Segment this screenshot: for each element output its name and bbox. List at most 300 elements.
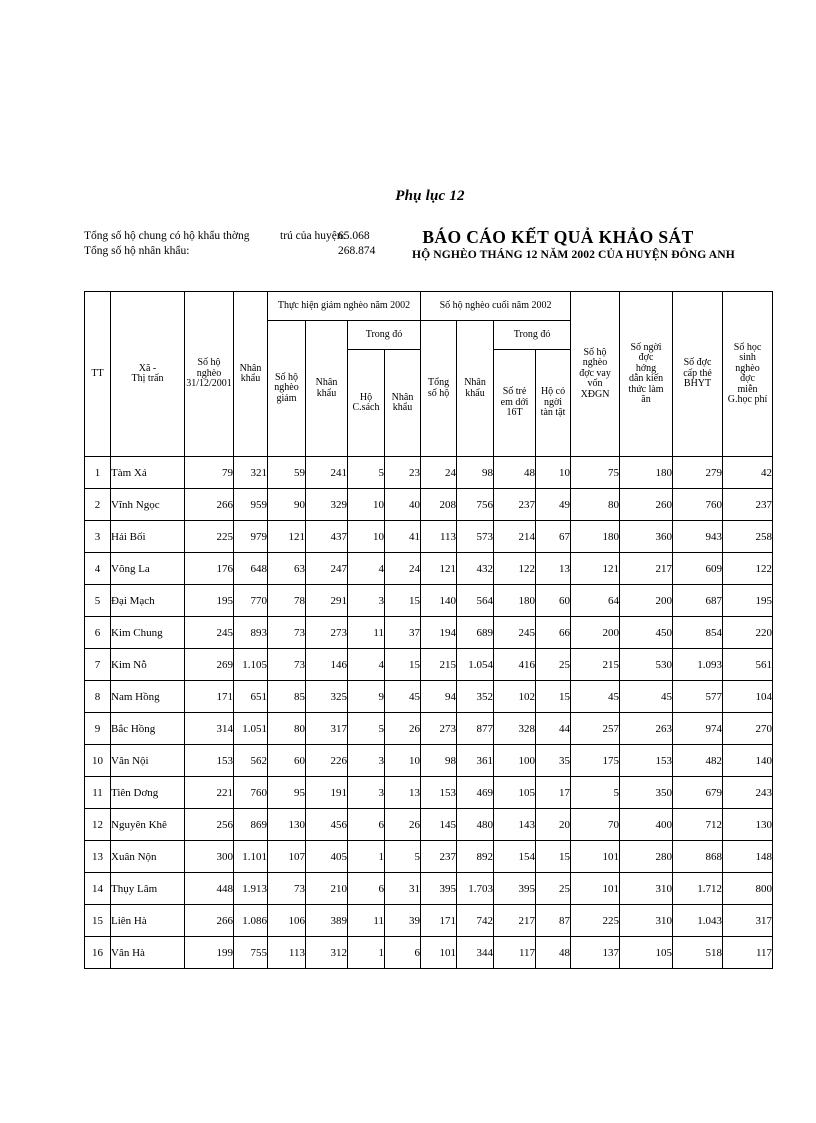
row-commune: Nguyên Khê xyxy=(111,809,185,841)
row-policy-population: 31 xyxy=(385,873,421,905)
header-loan-line4: vốn xyxy=(587,378,603,390)
table-row xyxy=(85,457,773,489)
row-population-2001: 321 xyxy=(234,457,268,489)
report-title xyxy=(412,227,735,261)
row-total-households: 24 xyxy=(421,457,457,489)
row-training-guidance: 450 xyxy=(620,617,673,649)
row-children-under-16: 100 xyxy=(494,745,536,777)
row-total-households: 215 xyxy=(421,649,457,681)
row-households-reduced: 113 xyxy=(268,937,306,969)
row-children-under-16: 122 xyxy=(494,553,536,585)
row-households-reduced: 106 xyxy=(268,905,306,937)
row-households-reduced: 60 xyxy=(268,745,306,777)
table-row xyxy=(85,841,773,873)
row-student-fee-exemption: 117 xyxy=(723,937,773,969)
row-population-reduced: 241 xyxy=(306,457,348,489)
report-title-line-1: BÁO CÁO KẾT QUẢ KHẢO SÁT xyxy=(422,227,694,247)
header-student-line5: miễn xyxy=(737,383,758,395)
header-th-line2: số hộ xyxy=(427,387,450,399)
row-population-reduced: 389 xyxy=(306,905,348,937)
header-training-line6: ăn xyxy=(641,394,651,405)
row-population-2001: 760 xyxy=(234,777,268,809)
row-training-guidance: 260 xyxy=(620,489,673,521)
row-training-guidance: 360 xyxy=(620,521,673,553)
row-poor-households-2001: 256 xyxy=(185,809,234,841)
row-policy-population: 6 xyxy=(385,937,421,969)
row-index: 9 xyxy=(85,713,111,745)
header-loan-line3: đợc vay xyxy=(579,367,611,379)
header-poor-households-2001 xyxy=(185,292,234,457)
header-disabled-households xyxy=(536,350,571,457)
header-bhyt-line2: cấp thẻ xyxy=(683,367,712,379)
table-row xyxy=(85,937,773,969)
row-loan-xdgn: 225 xyxy=(571,905,620,937)
row-policy-population: 10 xyxy=(385,745,421,777)
row-poor-households-2001: 199 xyxy=(185,937,234,969)
row-policy-households: 6 xyxy=(348,809,385,841)
row-population-endyear: 480 xyxy=(457,809,494,841)
row-population-2001: 1.051 xyxy=(234,713,268,745)
row-policy-households: 4 xyxy=(348,553,385,585)
header-student-line4: đợc xyxy=(740,373,755,384)
row-bhyt-card: 712 xyxy=(673,809,723,841)
row-commune: Kim Chung xyxy=(111,617,185,649)
row-index: 7 xyxy=(85,649,111,681)
header-population-reduced xyxy=(306,321,348,457)
row-disabled-households: 35 xyxy=(536,745,571,777)
row-total-households: 208 xyxy=(421,489,457,521)
summary-row xyxy=(84,229,429,244)
row-total-households: 237 xyxy=(421,841,457,873)
row-total-households: 194 xyxy=(421,617,457,649)
table-row xyxy=(85,489,773,521)
row-disabled-households: 44 xyxy=(536,713,571,745)
row-training-guidance: 263 xyxy=(620,713,673,745)
row-poor-households-2001: 153 xyxy=(185,745,234,777)
row-poor-households-2001: 195 xyxy=(185,585,234,617)
row-children-under-16: 245 xyxy=(494,617,536,649)
header-policy-households xyxy=(348,350,385,457)
row-index: 14 xyxy=(85,873,111,905)
row-households-reduced: 95 xyxy=(268,777,306,809)
row-households-reduced: 107 xyxy=(268,841,306,873)
row-commune: Thụy Lâm xyxy=(111,873,185,905)
row-poor-households-2001: 171 xyxy=(185,681,234,713)
row-total-households: 395 xyxy=(421,873,457,905)
row-households-reduced: 78 xyxy=(268,585,306,617)
row-student-fee-exemption: 195 xyxy=(723,585,773,617)
summary-label-cont: trú của huyện: xyxy=(280,230,346,242)
row-policy-households: 1 xyxy=(348,841,385,873)
header-policypop-line2: khẩu xyxy=(392,402,413,413)
row-policy-households: 4 xyxy=(348,649,385,681)
row-index: 4 xyxy=(85,553,111,585)
row-households-reduced: 63 xyxy=(268,553,306,585)
row-bhyt-card: 1.043 xyxy=(673,905,723,937)
row-loan-xdgn: 64 xyxy=(571,585,620,617)
header-loan-line1: Số hộ xyxy=(583,346,607,358)
header-pop2001-line1: Nhân xyxy=(239,362,262,374)
row-bhyt-card: 518 xyxy=(673,937,723,969)
header-hr-line1: Số hộ xyxy=(274,371,299,383)
row-commune: Kim Nỗ xyxy=(111,649,185,681)
row-population-2001: 755 xyxy=(234,937,268,969)
header-trong-do-endyear: Trong đó xyxy=(494,321,571,350)
row-population-endyear: 469 xyxy=(457,777,494,809)
row-poor-households-2001: 266 xyxy=(185,489,234,521)
row-bhyt-card: 279 xyxy=(673,457,723,489)
row-population-2001: 770 xyxy=(234,585,268,617)
header-bhyt-line3: BHYT xyxy=(683,378,712,390)
row-bhyt-card: 868 xyxy=(673,841,723,873)
header-hr-line2: nghèo xyxy=(274,382,299,394)
row-training-guidance: 350 xyxy=(620,777,673,809)
summary-value: 65.068 xyxy=(338,230,370,242)
row-training-guidance: 200 xyxy=(620,585,673,617)
header-ph2001-line2: nghèo xyxy=(196,367,222,379)
row-children-under-16: 395 xyxy=(494,873,536,905)
report-table-container xyxy=(84,291,773,969)
row-population-endyear: 573 xyxy=(457,521,494,553)
row-total-households: 171 xyxy=(421,905,457,937)
header-student-line2: sinh xyxy=(739,352,756,363)
header-training-line1: Số ngời xyxy=(630,341,662,353)
row-loan-xdgn: 121 xyxy=(571,553,620,585)
row-population-reduced: 226 xyxy=(306,745,348,777)
row-bhyt-card: 760 xyxy=(673,489,723,521)
header-loan-line2: nghèo xyxy=(582,357,608,369)
row-population-2001: 648 xyxy=(234,553,268,585)
header-ph2001-line1: Số hộ xyxy=(197,357,221,369)
row-disabled-households: 15 xyxy=(536,681,571,713)
row-children-under-16: 102 xyxy=(494,681,536,713)
summary-totals xyxy=(84,229,429,259)
header-policy-line2: C.sách xyxy=(352,402,380,413)
row-population-reduced: 247 xyxy=(306,553,348,585)
row-bhyt-card: 1.712 xyxy=(673,873,723,905)
header-training-line2: đợc xyxy=(638,352,654,363)
appendix-label-text: Phụ lục 12 xyxy=(395,188,465,204)
row-total-households: 98 xyxy=(421,745,457,777)
row-disabled-households: 25 xyxy=(536,649,571,681)
table-row xyxy=(85,777,773,809)
row-population-endyear: 564 xyxy=(457,585,494,617)
row-commune: Hải Bối xyxy=(111,521,185,553)
row-poor-households-2001: 225 xyxy=(185,521,234,553)
header-pop2001-line2: khẩu xyxy=(240,373,261,384)
table-row xyxy=(85,681,773,713)
row-population-2001: 651 xyxy=(234,681,268,713)
row-households-reduced: 73 xyxy=(268,617,306,649)
table-body xyxy=(85,457,773,969)
row-population-2001: 1.086 xyxy=(234,905,268,937)
row-index: 13 xyxy=(85,841,111,873)
header-pr-line1: Nhân xyxy=(315,377,338,388)
header-student-line1: Số học xyxy=(733,341,762,353)
row-disabled-households: 87 xyxy=(536,905,571,937)
row-population-reduced: 325 xyxy=(306,681,348,713)
row-student-fee-exemption: 317 xyxy=(723,905,773,937)
row-training-guidance: 530 xyxy=(620,649,673,681)
row-student-fee-exemption: 270 xyxy=(723,713,773,745)
row-student-fee-exemption: 237 xyxy=(723,489,773,521)
row-total-households: 273 xyxy=(421,713,457,745)
row-policy-population: 26 xyxy=(385,713,421,745)
appendix-label xyxy=(0,188,816,205)
row-loan-xdgn: 137 xyxy=(571,937,620,969)
row-policy-population: 26 xyxy=(385,809,421,841)
row-policy-households: 1 xyxy=(348,937,385,969)
row-children-under-16: 214 xyxy=(494,521,536,553)
row-commune: Vĩnh Ngọc xyxy=(111,489,185,521)
row-population-reduced: 273 xyxy=(306,617,348,649)
row-population-endyear: 689 xyxy=(457,617,494,649)
header-training-guidance xyxy=(620,292,673,457)
header-tt: TT xyxy=(85,292,111,457)
summary-label: Tổng số hộ nhân khẩu: xyxy=(84,245,190,257)
row-total-households: 140 xyxy=(421,585,457,617)
row-total-households: 121 xyxy=(421,553,457,585)
row-policy-households: 5 xyxy=(348,713,385,745)
poverty-survey-table xyxy=(84,291,773,969)
row-loan-xdgn: 70 xyxy=(571,809,620,841)
row-children-under-16: 416 xyxy=(494,649,536,681)
header-children-line2: em dới xyxy=(500,396,529,408)
row-population-reduced: 456 xyxy=(306,809,348,841)
row-training-guidance: 153 xyxy=(620,745,673,777)
row-training-guidance: 280 xyxy=(620,841,673,873)
row-population-reduced: 317 xyxy=(306,713,348,745)
header-households-reduced xyxy=(268,321,306,457)
row-loan-xdgn: 101 xyxy=(571,841,620,873)
row-index: 12 xyxy=(85,809,111,841)
row-policy-households: 5 xyxy=(348,457,385,489)
header-population-endyear xyxy=(457,321,494,457)
row-loan-xdgn: 45 xyxy=(571,681,620,713)
header-commune xyxy=(111,292,185,457)
row-disabled-households: 17 xyxy=(536,777,571,809)
row-poor-households-2001: 314 xyxy=(185,713,234,745)
header-disabled-line2: ngời xyxy=(543,396,563,408)
header-commune-line2: Thị trấn xyxy=(131,373,164,384)
row-bhyt-card: 577 xyxy=(673,681,723,713)
row-index: 11 xyxy=(85,777,111,809)
row-population-endyear: 756 xyxy=(457,489,494,521)
table-row xyxy=(85,585,773,617)
row-total-households: 145 xyxy=(421,809,457,841)
row-policy-households: 3 xyxy=(348,777,385,809)
row-population-endyear: 1.054 xyxy=(457,649,494,681)
row-policy-population: 39 xyxy=(385,905,421,937)
row-commune: Nam Hồng xyxy=(111,681,185,713)
row-loan-xdgn: 175 xyxy=(571,745,620,777)
row-population-2001: 1.913 xyxy=(234,873,268,905)
row-commune: Tàm Xá xyxy=(111,457,185,489)
row-total-households: 113 xyxy=(421,521,457,553)
row-policy-households: 10 xyxy=(348,521,385,553)
row-population-endyear: 432 xyxy=(457,553,494,585)
row-population-2001: 1.101 xyxy=(234,841,268,873)
row-commune: Đại Mạch xyxy=(111,585,185,617)
header-hr-line3: giảm xyxy=(276,392,297,404)
row-index: 10 xyxy=(85,745,111,777)
header-bhyt-card xyxy=(673,292,723,457)
row-student-fee-exemption: 122 xyxy=(723,553,773,585)
header-training-line5: thức làm xyxy=(628,383,664,395)
row-training-guidance: 310 xyxy=(620,873,673,905)
header-pe-line1: Nhân xyxy=(464,377,486,388)
table-row xyxy=(85,905,773,937)
header-th-line1: Tổng xyxy=(427,377,450,388)
row-population-2001: 959 xyxy=(234,489,268,521)
row-policy-households: 11 xyxy=(348,905,385,937)
row-poor-households-2001: 266 xyxy=(185,905,234,937)
header-trong-do-reduction: Trong đó xyxy=(348,321,421,350)
row-commune: Bắc Hồng xyxy=(111,713,185,745)
row-bhyt-card: 687 xyxy=(673,585,723,617)
row-total-households: 153 xyxy=(421,777,457,809)
row-disabled-households: 25 xyxy=(536,873,571,905)
row-loan-xdgn: 75 xyxy=(571,457,620,489)
table-row xyxy=(85,617,773,649)
header-loan-line5: XĐGN xyxy=(580,388,610,400)
row-bhyt-card: 482 xyxy=(673,745,723,777)
row-policy-population: 13 xyxy=(385,777,421,809)
row-disabled-households: 60 xyxy=(536,585,571,617)
header-children-line3: 16T xyxy=(506,407,523,419)
header-row-group xyxy=(85,292,773,321)
header-population-2001 xyxy=(234,292,268,457)
row-policy-population: 40 xyxy=(385,489,421,521)
row-training-guidance: 217 xyxy=(620,553,673,585)
row-households-reduced: 73 xyxy=(268,873,306,905)
row-poor-households-2001: 448 xyxy=(185,873,234,905)
row-policy-population: 15 xyxy=(385,585,421,617)
header-bhyt-line1: Số đợc xyxy=(683,357,712,369)
row-commune: Vân Hà xyxy=(111,937,185,969)
table-header xyxy=(85,292,773,457)
row-children-under-16: 180 xyxy=(494,585,536,617)
header-policypop-line1: Nhân xyxy=(391,391,414,403)
row-policy-households: 3 xyxy=(348,585,385,617)
header-training-line4: dẫn kiến xyxy=(628,373,664,384)
row-population-2001: 1.105 xyxy=(234,649,268,681)
row-commune: Vân Nội xyxy=(111,745,185,777)
table-row xyxy=(85,553,773,585)
row-poor-households-2001: 221 xyxy=(185,777,234,809)
row-bhyt-card: 943 xyxy=(673,521,723,553)
row-population-reduced: 312 xyxy=(306,937,348,969)
row-population-2001: 979 xyxy=(234,521,268,553)
row-commune: Tiên Dơng xyxy=(111,777,185,809)
row-commune: Liên Hà xyxy=(111,905,185,937)
row-student-fee-exemption: 148 xyxy=(723,841,773,873)
row-children-under-16: 105 xyxy=(494,777,536,809)
row-policy-population: 5 xyxy=(385,841,421,873)
row-student-fee-exemption: 220 xyxy=(723,617,773,649)
header-training-line3: hớng xyxy=(635,362,657,374)
table-row xyxy=(85,809,773,841)
row-index: 5 xyxy=(85,585,111,617)
header-student-fee-exemption xyxy=(723,292,773,457)
row-households-reduced: 85 xyxy=(268,681,306,713)
summary-label: Tổng số hộ chung có hộ khẩu thờng xyxy=(84,230,250,242)
row-training-guidance: 45 xyxy=(620,681,673,713)
row-population-reduced: 291 xyxy=(306,585,348,617)
row-index: 16 xyxy=(85,937,111,969)
row-population-endyear: 344 xyxy=(457,937,494,969)
row-population-reduced: 210 xyxy=(306,873,348,905)
row-loan-xdgn: 215 xyxy=(571,649,620,681)
row-population-2001: 893 xyxy=(234,617,268,649)
row-policy-population: 23 xyxy=(385,457,421,489)
row-policy-households: 11 xyxy=(348,617,385,649)
row-index: 3 xyxy=(85,521,111,553)
row-disabled-households: 49 xyxy=(536,489,571,521)
report-title-line-2: HỘ NGHÈO THÁNG 12 NĂM 2002 CỦA HUYỆN ĐÔNG ANH xyxy=(412,248,735,261)
row-children-under-16: 217 xyxy=(494,905,536,937)
header-group-endyear-2002: Số hộ nghèo cuối năm 2002 xyxy=(421,292,571,321)
row-households-reduced: 59 xyxy=(268,457,306,489)
row-student-fee-exemption: 243 xyxy=(723,777,773,809)
header-policy-population xyxy=(385,350,421,457)
row-population-endyear: 1.703 xyxy=(457,873,494,905)
row-index: 1 xyxy=(85,457,111,489)
row-poor-households-2001: 176 xyxy=(185,553,234,585)
row-loan-xdgn: 5 xyxy=(571,777,620,809)
table-row xyxy=(85,873,773,905)
row-index: 8 xyxy=(85,681,111,713)
row-policy-households: 6 xyxy=(348,873,385,905)
row-population-reduced: 405 xyxy=(306,841,348,873)
row-disabled-households: 20 xyxy=(536,809,571,841)
row-disabled-households: 13 xyxy=(536,553,571,585)
row-population-endyear: 877 xyxy=(457,713,494,745)
row-student-fee-exemption: 104 xyxy=(723,681,773,713)
header-ph2001-line3: 31/12/2001 xyxy=(186,378,232,390)
row-student-fee-exemption: 258 xyxy=(723,521,773,553)
row-policy-households: 10 xyxy=(348,489,385,521)
header-pe-line2: khẩu xyxy=(465,387,485,399)
table-row xyxy=(85,649,773,681)
row-policy-population: 41 xyxy=(385,521,421,553)
row-disabled-households: 10 xyxy=(536,457,571,489)
row-population-endyear: 352 xyxy=(457,681,494,713)
row-index: 6 xyxy=(85,617,111,649)
header-children-under-16 xyxy=(494,350,536,457)
row-loan-xdgn: 101 xyxy=(571,873,620,905)
row-loan-xdgn: 200 xyxy=(571,617,620,649)
row-loan-xdgn: 257 xyxy=(571,713,620,745)
row-student-fee-exemption: 130 xyxy=(723,809,773,841)
row-total-households: 101 xyxy=(421,937,457,969)
row-population-reduced: 191 xyxy=(306,777,348,809)
row-population-reduced: 437 xyxy=(306,521,348,553)
row-index: 2 xyxy=(85,489,111,521)
row-children-under-16: 154 xyxy=(494,841,536,873)
row-training-guidance: 400 xyxy=(620,809,673,841)
header-student-line6: G.học phí xyxy=(727,394,768,405)
row-loan-xdgn: 180 xyxy=(571,521,620,553)
row-bhyt-card: 974 xyxy=(673,713,723,745)
header-group-reduction-2002: Thực hiện giảm nghèo năm 2002 xyxy=(268,292,421,321)
row-student-fee-exemption: 42 xyxy=(723,457,773,489)
summary-row xyxy=(84,244,429,259)
row-student-fee-exemption: 561 xyxy=(723,649,773,681)
row-households-reduced: 73 xyxy=(268,649,306,681)
header-total-households xyxy=(421,321,457,457)
row-poor-households-2001: 79 xyxy=(185,457,234,489)
